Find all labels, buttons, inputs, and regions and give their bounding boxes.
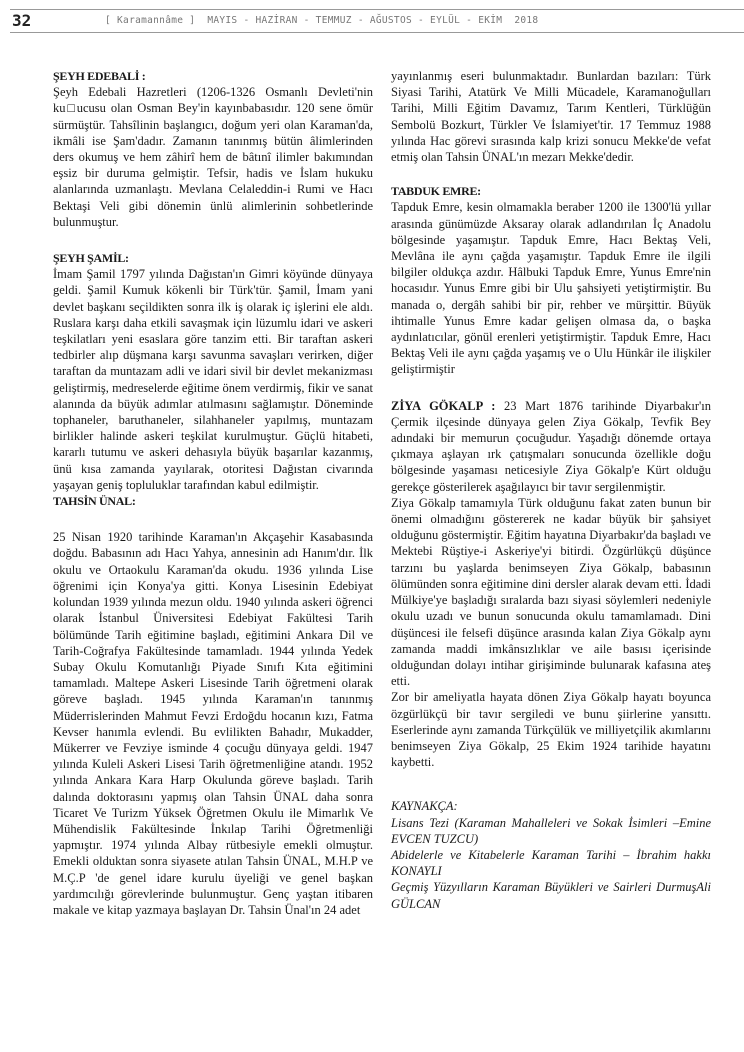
- section-heading: ŞEYH ŞAMİL:: [53, 251, 129, 266]
- reference-item: Lisans Tezi (Karaman Mahalleleri ve Sokak İsimleri –Emine EVCEN TUZCU): [391, 815, 711, 846]
- section-heading: TABDUK EMRE:: [391, 184, 481, 199]
- running-header: [10, 9, 744, 33]
- section-tabduk-emre: [391, 183, 711, 377]
- references: [391, 798, 711, 911]
- paragraph: Tapduk Emre, kesin olmamakla beraber 1200 ile 1300'lü yıllar arasında günümüzde Aksaray olarak adlandırılan İç Anadolu bölgesinde yaşamıştır. Tapduk Emre, Hacı Bektaş Veli, Mevlâna ile aynı çağda yaşamıştır. Tapduk Emre ile ilgili bilgiler oldukça azdır. Hâlbuki Tapduk Emre, Yunus Emre'nin hocasıdır. Yunus Emre gibi bir Ulu şahsiyeti yetiştirmiştir. Bu manada o, dergâh sahibi bir pir, rehber ve mürşittir. Büyük ihtimalle Yunus Emre kadar gelişen olmasa da, o başka aydınlatıcılar, gönül erenleri yetiştirmiştir. Tapduk Emre, Hacı Bektaş Veli ile aynı çağda yaşamış ve o Ulu Hünkâr ile ilişkiler geliştirmiştir: [391, 200, 711, 377]
- section-seyh-edebali: [53, 68, 373, 230]
- paragraph-text: 23 Mart 1876 tarihinde Diyarbakır'ın Çermik ilçesinde dünyaya gelen Ziya Gökalp, Tevfik Bey adındaki bir memurun çocuğudur. Yaşadığı dönemde ortaya çıkmaya aşlayan ırk çatışmaları sonucunda özellikle doğu bölgesinde yaşaması neticesiyle Ziya Gökalp'e Kürt olduğu gerekçe gösterilerek aşağılayıcı bir tavır sergilenmiştir.: [391, 398, 711, 494]
- paragraph: 25 Nisan 1920 tarihinde Karaman'ın Akçaşehir Kasabasında doğdu. Babasının adı Hacı Yahya, annesinin adı Hanım'dır. İlk okulu ve Ortaokulu Karaman'da okudu. 1936 yılında Lise öğrenimi için Konya'ya gitti. Konya Lisesinin Edebiyat kolundan 1939 yılında mezun oldu. 1940 yılında askeri öğrenci olarak İstanbul Üniversitesi Edebiyat Fakültesi Tarih bölümünde Tarih eğitimine başladı, eğitimini Ankara Dil ve Tarih-Coğrafya Fakültesinde tamamladı. 1944 yılında Yedek Subay Okulu Komutanlığı Piyade Sınıfı Kıta eğitimini tamamladı. Maltepe Askeri Lisesinde Tarih öğretmeni olarak göreve başladı. 1945 yılında Karaman'ın tanınmış Müderrislerinden Mahmut Fevzi Erdoğdu hocanın kızı, Fatma Kevser hanımla evlendi. Bu evlilikten Bahadır, Mukadder, Mükerrer ve Fevziye isminde 4 çocuğu dünyaya geldi. 1947 yılında Kuleli Askeri Lisesi Tarih öğretmenliğine atandı. 1952 yılında Ankara Kara Harp Okulunda göreve başladı. Tarih dalında doktorasını yapmış olan Tahsin ÜNAL daha sonra Ticaret Ve Turizm Yüksek Öğretmen Okulu ile Mimarlık Ve Mühendislik Fakültesinde İnkılap Tarihi Öğretmenliği yapmıştır. 1974 yılında Albay rütbesiyle emekli olmuştur. Emekli olduktan sonra siyasete atılan Tahsin ÜNAL, M.H.P ve M.Ç.P 'de genel idare kurulu üyeliği ve genel başkan yardımcılığı görevlerinde bulunmuştur. Genç yaştan itibaren makale ve kitap yazmaya başlayan Dr. Tahsin Ünal'ın 24 adet: [53, 530, 373, 917]
- section-heading: TAHSİN ÜNAL:: [53, 494, 136, 509]
- section-ziya-gokalp: [391, 398, 711, 771]
- paragraph: Ziya Gökalp tamamıyla Türk olduğunu fakat zaten bunun bir önemi olmadığını göstererek ne kadar büyük bir şahsiyet olduğunu göstermiştir. Eğitim hayatına Diyarbakır'da başladı ve Mektebi Rüştiye-i Askeriye'yi bitirdi. Özgürlükçü düşünce tarzını bu yaşlarda benimseyen Ziya Gökalp, babasının ölümünden sonra eğitimine dini dersler alarak devam etti. İdadi Mülkiye'ye başladığı sıralarda bazı siyasi söylemleri nedeniyle okulu uzadı ve bunun sonucunda okulu tamamlamadı. Dini düşüncesi ile felsefi düşünce arasında kalan Ziya Gökalp aynı zamanda maddi imkânsızlıklar ve aile basısı içerisinde olduğundan dolayı intihar girişiminde bulunarak kafasına ateş etti.: [391, 495, 711, 689]
- paragraph: Şeyh Edebali Hazretleri (1206-1326 Osmanlı Devleti'nin ku□ucusu olan Osman Bey'in kayınbabasıdır. 120 sene ömür sürmüştür. Tahsîlinin başlangıcı, doğum yeri olan Karaman'da, ikmâli ise Şam'dadır. Zamanın tanınmış bütün âlimlerinden ders okumuş ve hem zâhirî hem de bâtınî ilimler bakımından eşsiz bir duruma gelmiştir. Tefsir, hadis ve İslam hukuku alanlarında uzmanlaştı. Mevlana Celaleddin-i Rumi ve Hacı Bektaşi Veli gibi dönemin ünlü alimlerinin sohbetlerinde bulunmuştur.: [53, 85, 373, 229]
- section-seyh-samil: [53, 250, 373, 493]
- page-number: 32: [12, 11, 32, 30]
- references-heading: KAYNAKÇA:: [391, 799, 458, 814]
- reference-item: Geçmiş Yüzyılların Karaman Büyükleri ve Sairleri DurmuşAli GÜLCAN: [391, 880, 711, 911]
- paragraph: Zor bir ameliyatla hayata dönen Ziya Gökalp hayatı boyunca özgürlükçü bir tavır sergiledi ve bunu şiirlerine yansıttı. Eserlerinde aynı zamanda Türkçülük ve milliyetçilik akımlarını benimseyen Ziya Gökalp, 25 Ekim 1924 tarihide hayatını kaybetti.: [391, 690, 711, 770]
- continuation-paragraph: yayınlanmış eseri bulunmaktadır. Bunlardan bazıları: Türk Siyasi Tarihi, Atatürk Ve Milli Mücadele, Karamanoğulları Tarihi, Milli Eğitim Davamız, Tarım Kentleri, Türklüğün Sembolü Bozkurt, Türkler Ve İslamiyet'tir. 17 Temmuz 1988 yılında Hac görevi sırasında kalp krizi sonucu Mekke'de vefat etmiş olan Tahsin ÜNAL'ın mezarı Mekke'dedir.: [391, 69, 711, 165]
- section-tahsin-unal: [53, 493, 373, 918]
- paragraph: İmam Şamil 1797 yılında Dağıstan'ın Gimri köyünde dünyaya geldi. Şamil Kumuk kökenli bir Türk'tür. Şamil, İmam yani devlet başkanı seçildikten sonra ilk iş olarak iç işlerini ele aldı. Ruslara karşı daha etkili savaşmak için lüzumlu idari ve askeri teşkilatları yeni esaslara göre tanzim etti. Bir taraftan askeri tedbirler alıp düşmana karşı savunma savaşları verirken, diğer taraftan da muntazam adli ve idari sivil bir devlet mekanizması geliştirmiş, medreselerde eğitime önem verdirmiş, fikir ve sanat alanında da büyük adımlar atılmasını sağlamıştır. Döneminde tophaneler, baruthaneler, silahhaneler yapılmış, muntazam birlikler halinde askeri teşkilat kurulmuştur. Güçlü hitabeti, kararlı tutumu ve askeri dehasıyla büyük başarılar kazanmış, ünü kısa zamanda yayılarak, otoritesi Dağıstan civarında yaşayan geniş topluluklar tarafından kabul edilmiştir.: [53, 267, 373, 492]
- running-title: [ Karamannâme ] MAYIS - HAZİRAN - TEMMUZ - AĞUSTOS - EYLÜL - EKİM 2018: [105, 15, 539, 26]
- section-heading: ŞEYH EDEBALİ :: [53, 69, 146, 83]
- reference-item: Abidelerle ve Kitabelerle Karaman Tarihi – İbrahim hakkı KONAYLI: [391, 847, 711, 879]
- left-column: [53, 68, 373, 918]
- right-column: [391, 68, 711, 912]
- paragraph: [391, 398, 711, 495]
- section-heading: ZİYA GÖKALP :: [391, 398, 496, 413]
